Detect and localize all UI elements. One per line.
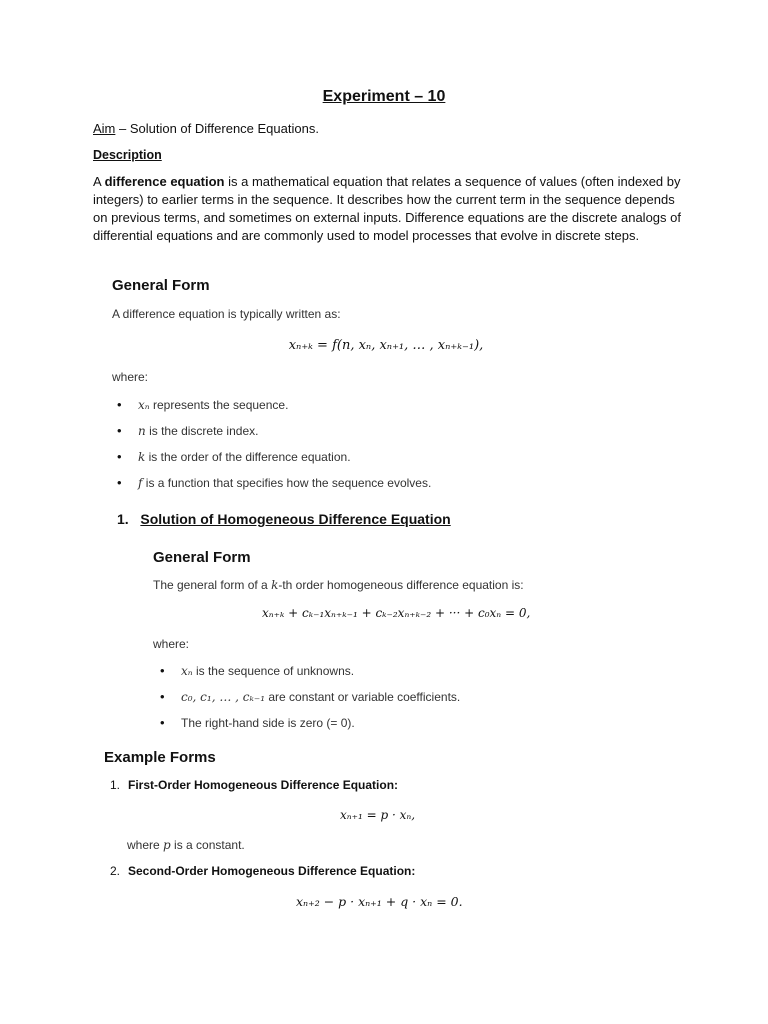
section-1-heading bbox=[117, 511, 451, 527]
description-heading: Description bbox=[93, 148, 162, 162]
general-form-heading: General Form bbox=[112, 277, 210, 294]
bullet-text: The right-hand side is zero (= 0). bbox=[181, 716, 355, 730]
note-text-b: is a constant. bbox=[170, 838, 245, 852]
bullet-symbol: xₙ bbox=[181, 664, 193, 678]
bullet-text: are constant or variable coefficients. bbox=[265, 690, 461, 704]
description-paragraph bbox=[93, 173, 685, 245]
general-form-intro: A difference equation is typically written as: bbox=[112, 307, 341, 321]
list-item bbox=[157, 662, 657, 688]
general-form-bullets bbox=[114, 396, 614, 500]
example-2-label: Second-Order Homogeneous Difference Equation: bbox=[128, 864, 416, 878]
description-rest: is a mathematical equation that relates a sequence of values (often indexed by integers) to earlier terms in the sequence. It describes how the current term in the sequence depends on previous terms, and sometimes on external inputs. Difference equations are the discrete analogs of differential equations and are commonly used to model processes that evolve in discrete steps. bbox=[93, 174, 681, 243]
bullet-symbol: n bbox=[138, 424, 146, 438]
aim-line bbox=[93, 120, 319, 138]
intro-k-symbol: k bbox=[271, 578, 279, 592]
aim-label: Aim bbox=[93, 121, 116, 136]
example-1-label: First-Order Homogeneous Difference Equation: bbox=[128, 778, 399, 792]
example-2-title bbox=[110, 864, 415, 878]
bullet-text: is the order of the difference equation. bbox=[145, 450, 351, 464]
example-1-note bbox=[127, 838, 245, 852]
list-item bbox=[114, 448, 614, 474]
aim-text: – Solution of Difference Equations. bbox=[115, 121, 319, 136]
example-forms-heading: Example Forms bbox=[104, 749, 216, 766]
general-form-equation: xₙ₊ₖ = f(n, xₙ, xₙ₊₁, … , xₙ₊ₖ₋₁), bbox=[288, 338, 484, 353]
description-term: difference equation bbox=[104, 174, 225, 189]
example-1-equation: xₙ₊₁ = p · xₙ, bbox=[340, 808, 416, 822]
list-item bbox=[157, 688, 657, 714]
example-2-equation: xₙ₊₂ − p · xₙ₊₁ + q · xₙ = 0. bbox=[296, 894, 463, 909]
description-lead: A bbox=[93, 174, 105, 189]
bullet-text: is the discrete index. bbox=[145, 424, 259, 438]
homogeneous-general-form-intro bbox=[153, 578, 524, 592]
list-item bbox=[114, 474, 614, 500]
bullet-symbol: k bbox=[138, 450, 146, 464]
section-1-title: Solution of Homogeneous Difference Equation bbox=[140, 511, 451, 527]
list-item bbox=[114, 396, 614, 422]
general-form-where: where: bbox=[112, 370, 149, 384]
homogeneous-general-form-heading: General Form bbox=[153, 549, 251, 566]
page-title: Experiment – 10 bbox=[322, 88, 446, 105]
section-1-number: 1. bbox=[117, 511, 129, 527]
example-1-title bbox=[110, 778, 398, 792]
bullet-text: is a function that specifies how the sequence evolves. bbox=[142, 476, 432, 490]
example-2-number: 2. bbox=[110, 864, 121, 878]
example-1-number: 1. bbox=[110, 778, 121, 792]
bullet-symbol: f bbox=[138, 476, 143, 490]
list-item bbox=[114, 422, 614, 448]
homogeneous-equation: xₙ₊ₖ + cₖ₋₁xₙ₊ₖ₋₁ + cₖ₋₂xₙ₊ₖ₋₂ + ··· + c₀xₙ = 0, bbox=[262, 606, 531, 620]
homogeneous-where: where: bbox=[153, 637, 190, 651]
list-item bbox=[157, 714, 657, 740]
homogeneous-bullets bbox=[157, 662, 657, 740]
bullet-text: is the sequence of unknowns. bbox=[192, 664, 355, 678]
note-text-a: where bbox=[127, 838, 164, 852]
bullet-symbol: xₙ bbox=[138, 398, 150, 412]
bullet-symbol: c₀, c₁, … , cₖ₋₁ bbox=[181, 690, 266, 704]
bullet-text: represents the sequence. bbox=[149, 398, 289, 412]
intro-text-a: The general form of a bbox=[153, 578, 272, 592]
intro-text-b: -th order homogeneous difference equation is: bbox=[278, 578, 524, 592]
note-p-symbol: p bbox=[163, 838, 171, 852]
